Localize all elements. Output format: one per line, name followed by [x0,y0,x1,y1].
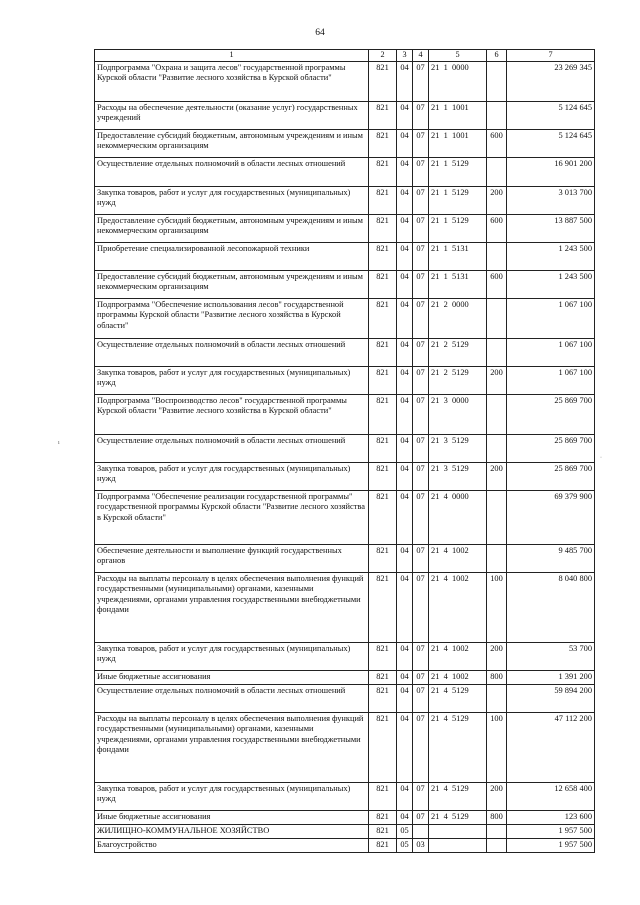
row-amount: 1 391 200 [507,670,595,684]
table-row [95,684,595,712]
table-row [95,490,595,544]
table-row [95,462,595,490]
row-section-code: 05 [397,824,413,838]
row-subsection-code: 07 [413,544,429,572]
table-row [95,394,595,434]
row-name: Закупка товаров, работ и услуг для государственных (муниципальных) нужд [95,642,369,670]
row-expense-type-code [487,544,507,572]
row-target-code: 21 1 5131 [429,270,487,298]
row-amount: 25 869 700 [507,394,595,434]
row-amount: 69 379 900 [507,490,595,544]
row-name: Подпрограмма "Охрана и защита лесов" государственной программы Курской области "Развитие лесного хозяйства в Курской области" [95,61,369,101]
row-name: Приобретение специализированной лесопожарной техники [95,242,369,270]
row-subsection-code: 07 [413,129,429,157]
row-amount: 1 067 100 [507,298,595,338]
column-header: 3 [397,50,413,62]
row-amount: 1 243 500 [507,242,595,270]
row-section-code: 04 [397,670,413,684]
row-name: Иные бюджетные ассигнования [95,810,369,824]
table-row [95,129,595,157]
table-row [95,270,595,298]
table-row [95,61,595,101]
table-row [95,642,595,670]
row-gr-code: 821 [369,490,397,544]
row-gr-code: 821 [369,101,397,129]
row-subsection-code: 07 [413,670,429,684]
row-name: Подпрограмма "Воспроизводство лесов" государственной программы Курской области "Развитие лесного хозяйства в Курской области" [95,394,369,434]
row-expense-type-code [487,824,507,838]
row-gr-code: 821 [369,712,397,782]
row-gr-code: 821 [369,544,397,572]
row-name: Осуществление отдельных полномочий в области лесных отношений [95,684,369,712]
row-target-code: 21 4 5129 [429,782,487,810]
row-target-code: 21 1 1001 [429,129,487,157]
row-expense-type-code [487,684,507,712]
row-target-code: 21 4 5129 [429,684,487,712]
row-target-code: 21 4 1002 [429,642,487,670]
row-gr-code: 821 [369,61,397,101]
row-gr-code: 821 [369,338,397,366]
row-gr-code: 821 [369,684,397,712]
row-target-code: 21 1 5129 [429,157,487,186]
row-amount: 1 067 100 [507,338,595,366]
row-gr-code: 821 [369,157,397,186]
row-section-code: 04 [397,157,413,186]
row-expense-type-code [487,394,507,434]
row-expense-type-code: 200 [487,642,507,670]
row-name: Расходы на выплаты персоналу в целях обеспечения выполнения функций государственными (муниципальными) органами, казенными учреждениями, органами управления государственными внебюджетными фондами [95,712,369,782]
row-subsection-code: 07 [413,572,429,642]
row-amount: 1 957 500 [507,838,595,852]
row-section-code: 04 [397,462,413,490]
row-name: Закупка товаров, работ и услуг для государственных (муниципальных) нужд [95,462,369,490]
row-target-code: 21 4 5129 [429,712,487,782]
row-subsection-code: 07 [413,712,429,782]
table-row [95,214,595,242]
table-row [95,824,595,838]
row-name: Закупка товаров, работ и услуг для государственных (муниципальных) нужд [95,366,369,394]
row-section-code: 04 [397,186,413,214]
row-amount: 9 485 700 [507,544,595,572]
row-name: Иные бюджетные ассигнования [95,670,369,684]
row-expense-type-code: 200 [487,186,507,214]
row-target-code: 21 4 0000 [429,490,487,544]
row-expense-type-code [487,490,507,544]
row-amount: 1 067 100 [507,366,595,394]
row-subsection-code: 07 [413,366,429,394]
row-gr-code: 821 [369,270,397,298]
row-gr-code: 821 [369,782,397,810]
row-target-code [429,824,487,838]
row-target-code: 21 1 5129 [429,214,487,242]
row-amount: 59 894 200 [507,684,595,712]
row-subsection-code [413,824,429,838]
row-subsection-code: 07 [413,642,429,670]
row-subsection-code: 07 [413,61,429,101]
row-section-code: 04 [397,810,413,824]
row-gr-code: 821 [369,129,397,157]
row-amount: 5 124 645 [507,101,595,129]
row-section-code: 04 [397,712,413,782]
row-target-code: 21 2 0000 [429,298,487,338]
row-gr-code: 821 [369,838,397,852]
row-section-code: 04 [397,544,413,572]
row-section-code: 04 [397,394,413,434]
row-amount: 3 013 700 [507,186,595,214]
row-name: Закупка товаров, работ и услуг для государственных (муниципальных) нужд [95,782,369,810]
row-name: Подпрограмма "Обеспечение использования лесов" государственной программы Курской области "Развитие лесного хозяйства в Курской области" [95,298,369,338]
row-gr-code: 821 [369,366,397,394]
row-expense-type-code [487,838,507,852]
row-expense-type-code: 100 [487,572,507,642]
row-gr-code: 821 [369,572,397,642]
column-header: 7 [507,50,595,62]
row-name: Благоустройство [95,838,369,852]
row-amount: 23 269 345 [507,61,595,101]
row-amount: 13 887 500 [507,214,595,242]
row-section-code: 04 [397,434,413,462]
column-header: 6 [487,50,507,62]
table-row [95,670,595,684]
row-subsection-code: 07 [413,298,429,338]
row-section-code: 04 [397,572,413,642]
table-row [95,572,595,642]
row-name: Расходы на обеспечение деятельности (оказание услуг) государственных учреждений [95,101,369,129]
row-expense-type-code: 200 [487,366,507,394]
column-header: 4 [413,50,429,62]
row-amount: 8 040 800 [507,572,595,642]
row-gr-code: 821 [369,824,397,838]
row-target-code: 21 2 5129 [429,338,487,366]
row-section-code: 04 [397,642,413,670]
row-expense-type-code: 100 [487,712,507,782]
row-subsection-code: 07 [413,338,429,366]
row-gr-code: 821 [369,462,397,490]
table-row [95,101,595,129]
row-expense-type-code [487,101,507,129]
row-amount: 123 600 [507,810,595,824]
row-amount: 5 124 645 [507,129,595,157]
column-header: 1 [95,50,369,62]
row-section-code: 04 [397,101,413,129]
column-header: 5 [429,50,487,62]
row-expense-type-code [487,298,507,338]
row-section-code: 04 [397,129,413,157]
row-section-code: 04 [397,684,413,712]
row-name: Осуществление отдельных полномочий в области лесных отношений [95,338,369,366]
row-target-code: 21 3 5129 [429,462,487,490]
row-gr-code: 821 [369,394,397,434]
row-subsection-code: 07 [413,101,429,129]
row-section-code: 04 [397,490,413,544]
row-section-code: 04 [397,270,413,298]
row-gr-code: 821 [369,214,397,242]
row-expense-type-code [487,338,507,366]
row-target-code [429,838,487,852]
table-row [95,186,595,214]
column-header: 2 [369,50,397,62]
table-row [95,338,595,366]
row-target-code: 21 2 5129 [429,366,487,394]
row-name: Расходы на выплаты персоналу в целях обеспечения выполнения функций государственными (муниципальными) органами, казенными учреждениями, органами управления государственными внебюджетными фондами [95,572,369,642]
table-row [95,838,595,852]
row-expense-type-code [487,242,507,270]
row-target-code: 21 1 5131 [429,242,487,270]
row-amount: 16 901 200 [507,157,595,186]
row-section-code: 04 [397,366,413,394]
row-name: Осуществление отдельных полномочий в области лесных отношений [95,157,369,186]
row-name: Подпрограмма "Обеспечение реализации государственной программы" государственной программы Курской области "Развитие лесного хозяйства в Курской области" [95,490,369,544]
row-target-code: 21 1 0000 [429,61,487,101]
row-target-code: 21 3 0000 [429,394,487,434]
row-name: ЖИЛИЩНО-КОММУНАЛЬНОЕ ХОЗЯЙСТВО [95,824,369,838]
table-row [95,157,595,186]
table-row [95,366,595,394]
row-target-code: 21 4 1002 [429,670,487,684]
row-gr-code: 821 [369,810,397,824]
row-name: Обеспечение деятельности и выполнение функций государственных органов [95,544,369,572]
budget-table [94,49,595,853]
row-section-code: 04 [397,298,413,338]
row-subsection-code: 07 [413,810,429,824]
row-gr-code: 821 [369,186,397,214]
row-expense-type-code: 600 [487,270,507,298]
row-subsection-code: 07 [413,214,429,242]
row-name: Предоставление субсидий бюджетным, автономным учреждениям и иным некоммерческим организациям [95,129,369,157]
row-subsection-code: 07 [413,434,429,462]
row-expense-type-code: 800 [487,810,507,824]
row-expense-type-code [487,61,507,101]
row-expense-type-code [487,157,507,186]
row-subsection-code: 07 [413,462,429,490]
row-subsection-code: 07 [413,186,429,214]
row-expense-type-code: 600 [487,129,507,157]
row-section-code: 04 [397,782,413,810]
table-row [95,434,595,462]
row-target-code: 21 3 5129 [429,434,487,462]
row-amount: 25 869 700 [507,434,595,462]
row-subsection-code: 07 [413,394,429,434]
row-subsection-code: 07 [413,684,429,712]
row-amount: 1 957 500 [507,824,595,838]
table-row [95,782,595,810]
row-subsection-code: 07 [413,270,429,298]
table-row [95,298,595,338]
row-subsection-code: 07 [413,242,429,270]
row-name: Предоставление субсидий бюджетным, автономным учреждениям и иным некоммерческим организациям [95,270,369,298]
row-section-code: 05 [397,838,413,852]
table-header-row [95,50,595,62]
row-amount: 12 658 400 [507,782,595,810]
row-target-code: 21 1 5129 [429,186,487,214]
row-name: Предоставление субсидий бюджетным, автономным учреждениям и иным некоммерческим организациям [95,214,369,242]
row-section-code: 04 [397,61,413,101]
row-expense-type-code: 200 [487,782,507,810]
row-expense-type-code [487,434,507,462]
table-row [95,810,595,824]
row-target-code: 21 1 1001 [429,101,487,129]
scan-mark: ı [58,440,60,446]
row-target-code: 21 4 1002 [429,544,487,572]
row-amount: 53 700 [507,642,595,670]
table-row [95,544,595,572]
row-expense-type-code: 800 [487,670,507,684]
row-name: Закупка товаров, работ и услуг для государственных (муниципальных) нужд [95,186,369,214]
row-target-code: 21 4 1002 [429,572,487,642]
table-row [95,712,595,782]
table-row [95,242,595,270]
row-target-code: 21 4 5129 [429,810,487,824]
row-gr-code: 821 [369,434,397,462]
row-gr-code: 821 [369,242,397,270]
row-gr-code: 821 [369,298,397,338]
row-subsection-code: 07 [413,490,429,544]
row-amount: 47 112 200 [507,712,595,782]
row-amount: 1 243 500 [507,270,595,298]
row-name: Осуществление отдельных полномочий в области лесных отношений [95,434,369,462]
row-amount: 25 869 700 [507,462,595,490]
row-section-code: 04 [397,214,413,242]
row-section-code: 04 [397,242,413,270]
scan-mark: · [600,455,602,461]
row-subsection-code: 07 [413,157,429,186]
row-expense-type-code: 600 [487,214,507,242]
row-subsection-code: 07 [413,782,429,810]
row-expense-type-code: 200 [487,462,507,490]
row-gr-code: 821 [369,670,397,684]
row-gr-code: 821 [369,642,397,670]
row-section-code: 04 [397,338,413,366]
row-subsection-code: 03 [413,838,429,852]
page-number: 64 [315,28,325,38]
